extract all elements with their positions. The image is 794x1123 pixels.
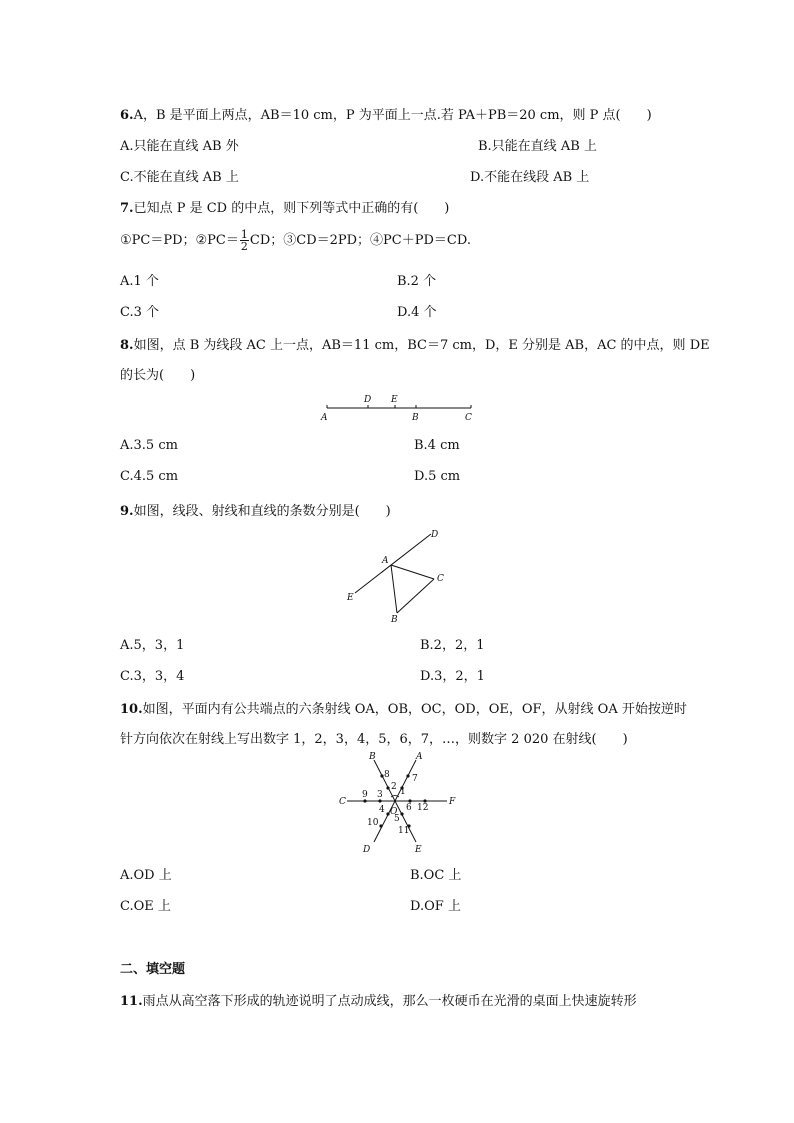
point-d-label: D xyxy=(364,395,372,405)
ray-number-4: 4 xyxy=(379,805,385,815)
q9-stem xyxy=(120,500,391,519)
point-b-label: B xyxy=(391,615,398,625)
ray-e-label: E xyxy=(415,845,422,855)
ray-number-1: 1 xyxy=(400,787,406,797)
ray-c-label: C xyxy=(339,797,346,807)
q10-option-b[interactable]: B.OC 上 xyxy=(410,868,462,883)
q9-option-b[interactable]: B.2，2，1 xyxy=(420,638,485,653)
q10-stem-line1 xyxy=(120,698,687,717)
q7-equations xyxy=(120,226,471,256)
q9-option-c[interactable]: C.3，3，4 xyxy=(120,669,185,684)
ray-number-7: 7 xyxy=(412,774,418,784)
ray-number-8: 8 xyxy=(384,770,390,780)
q7-option-a[interactable]: A.1 个 xyxy=(120,274,159,289)
q11-stem-text: 雨点从高空落下形成的轨迹说明了点动成线，那么一枚硬币在光滑的桌面上快速旋转形 xyxy=(142,994,637,1009)
q6-number: 6. xyxy=(120,108,134,123)
ray-number-6: 6 xyxy=(406,803,412,813)
ray-number-12: 12 xyxy=(417,803,429,813)
q6-stem-text: A，B 是平面上两点，AB＝10 cm，P 为平面上一点.若 PA＋PB＝20 cm，则 P 点( ) xyxy=(133,108,652,123)
q9-option-a[interactable]: A.5，3，1 xyxy=(120,638,185,653)
q7-stem-text: 已知点 P 是 CD 的中点，则下列等式中正确的有( ) xyxy=(133,201,450,216)
q7-eq-part-b: CD；③CD＝2PD；④PC＋PD＝CD. xyxy=(249,233,471,248)
q7-option-b[interactable]: B.2 个 xyxy=(397,274,437,289)
q11-number: 11. xyxy=(120,994,143,1009)
q9-option-d[interactable]: D.3，2，1 xyxy=(420,669,485,684)
q10-option-a[interactable]: A.OD 上 xyxy=(120,868,172,883)
q6-option-b[interactable]: B.只能在直线 AB 上 xyxy=(478,139,597,154)
ray-number-3: 3 xyxy=(377,790,383,800)
q8-segment-figure xyxy=(315,390,485,424)
q8-stem-text: 如图，点 B 为线段 AC 上一点，AB＝11 cm，BC＝7 cm，D，E 分别是 AB，AC 的中点，则 DE xyxy=(133,338,710,353)
q10-stem-line2: 针方向依次在射线上写出数字 1，2，3，4，5，6，7，…，则数字 2 020 在射线( ) xyxy=(120,732,628,747)
point-c-label: C xyxy=(465,413,472,423)
ray-number-9: 9 xyxy=(362,790,368,800)
point-e-label: E xyxy=(347,593,354,603)
ray-number-5: 5 xyxy=(394,814,400,824)
point-a-label: A xyxy=(382,556,389,566)
q7-stem xyxy=(120,197,449,216)
one-half-fraction xyxy=(240,229,249,252)
ray-number-2: 2 xyxy=(391,782,397,792)
q10-number: 10. xyxy=(120,702,143,717)
q9-stem-text: 如图，线段、射线和直线的条数分别是( ) xyxy=(133,504,391,519)
q7-option-d[interactable]: D.4 个 xyxy=(397,305,437,320)
ray-b-label: B xyxy=(369,752,376,762)
q7-number: 7. xyxy=(120,201,134,216)
origin-o-label: O xyxy=(390,807,398,817)
q8-stem-line2: 的长为( ) xyxy=(120,368,196,383)
point-a-label: A xyxy=(321,413,328,423)
q7-option-c[interactable]: C.3 个 xyxy=(120,305,160,320)
section-fill-in-blank-title: 二、填空题 xyxy=(120,962,186,977)
ray-d-label: D xyxy=(363,845,371,855)
point-e-label: E xyxy=(391,395,398,405)
ray-number-10: 10 xyxy=(367,818,379,828)
q10-six-rays-figure xyxy=(335,748,465,858)
q8-number: 8. xyxy=(120,338,134,353)
ray-f-label: F xyxy=(449,797,456,807)
q11-stem xyxy=(120,990,637,1009)
q8-option-c[interactable]: C.4.5 cm xyxy=(120,469,179,484)
q9-number: 9. xyxy=(120,504,134,519)
fraction-numerator: 1 xyxy=(240,228,248,241)
point-c-label: C xyxy=(437,574,444,584)
q8-option-a[interactable]: A.3.5 cm xyxy=(120,438,178,453)
q9-triangle-line-figure xyxy=(343,525,453,625)
q6-stem xyxy=(120,104,652,123)
q6-option-d[interactable]: D.不能在线段 AB 上 xyxy=(470,170,590,185)
point-d-label: D xyxy=(431,530,439,540)
point-b-label: B xyxy=(412,413,419,423)
q8-stem-line1 xyxy=(120,334,710,353)
q10-option-d[interactable]: D.OF 上 xyxy=(410,899,461,914)
q6-option-c[interactable]: C.不能在直线 AB 上 xyxy=(120,170,239,185)
q8-option-d[interactable]: D.5 cm xyxy=(414,469,461,484)
q6-option-a[interactable]: A.只能在直线 AB 外 xyxy=(120,139,239,154)
q10-stem-text: 如图，平面内有公共端点的六条射线 OA，OB，OC，OD，OE，OF，从射线 OA 开始按逆时 xyxy=(142,702,687,717)
ray-number-11: 11 xyxy=(398,826,410,836)
fraction-denominator: 2 xyxy=(240,240,248,253)
q7-eq-part-a: ①PC＝PD；②PC＝ xyxy=(120,233,239,248)
q8-option-b[interactable]: B.4 cm xyxy=(414,438,460,453)
ray-a-label: A xyxy=(416,752,423,762)
q10-option-c[interactable]: C.OE 上 xyxy=(120,899,171,914)
